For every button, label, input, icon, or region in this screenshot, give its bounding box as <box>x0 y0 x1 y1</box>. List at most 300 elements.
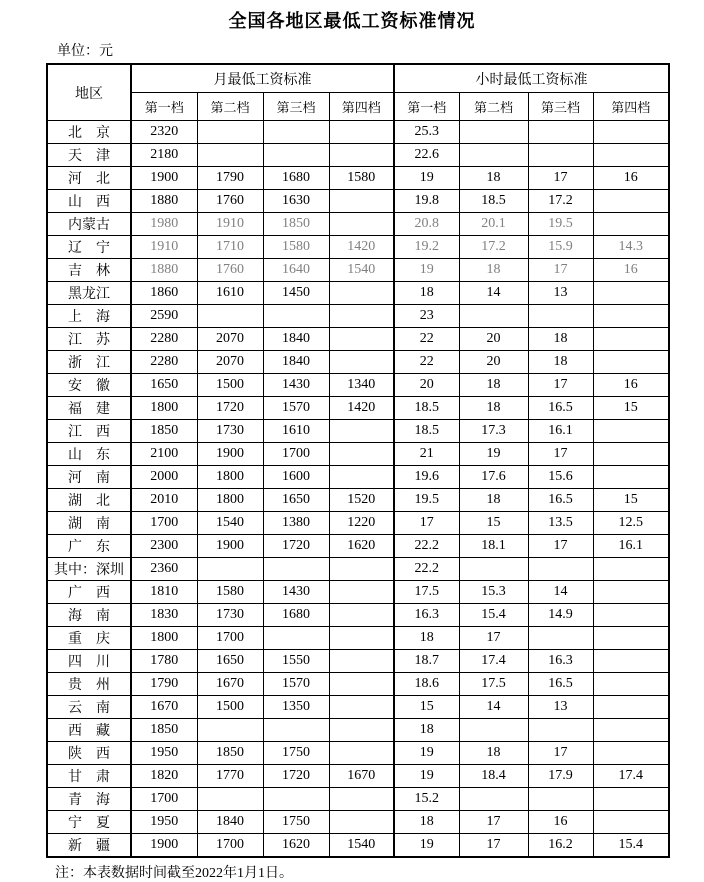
wage-cell <box>459 144 528 167</box>
wage-cell: 1790 <box>131 673 197 696</box>
wage-cell: 1860 <box>131 282 197 305</box>
table-row <box>47 627 669 650</box>
table-row <box>47 650 669 673</box>
hourly-tier2-header: 第二档 <box>459 93 528 121</box>
wage-cell: 1670 <box>131 696 197 719</box>
wage-cell <box>593 466 669 489</box>
wage-cell: 1580 <box>329 167 394 190</box>
wage-cell: 1900 <box>197 535 263 558</box>
wage-cell <box>528 558 593 581</box>
wage-cell <box>593 420 669 443</box>
page-title: 全国各地区最低工资标准情况 <box>228 11 476 31</box>
wage-cell: 19 <box>459 443 528 466</box>
wage-cell: 15.3 <box>459 581 528 604</box>
wage-cell <box>197 558 263 581</box>
wage-cell <box>329 443 394 466</box>
table-row <box>47 765 669 788</box>
wage-cell: 1760 <box>197 190 263 213</box>
wage-cell: 1570 <box>263 673 329 696</box>
table-row <box>47 834 669 858</box>
table-row <box>47 811 669 834</box>
wage-cell <box>329 650 394 673</box>
wage-cell: 16.1 <box>593 535 669 558</box>
wage-cell: 19 <box>394 765 459 788</box>
wage-cell: 21 <box>394 443 459 466</box>
wage-cell: 1800 <box>131 397 197 420</box>
wage-cell <box>593 282 669 305</box>
wage-cell: 18.5 <box>459 190 528 213</box>
wage-cell <box>593 558 669 581</box>
wage-cell: 1540 <box>329 259 394 282</box>
table-row <box>47 282 669 305</box>
table-row <box>47 604 669 627</box>
table-row <box>47 236 669 259</box>
wage-cell <box>528 144 593 167</box>
wage-cell: 17 <box>528 535 593 558</box>
region-cell: 天 津 <box>47 144 131 167</box>
wage-cell: 1700 <box>263 443 329 466</box>
wage-cell <box>329 558 394 581</box>
wage-cell: 19.5 <box>528 213 593 236</box>
wage-cell <box>593 581 669 604</box>
table-row <box>47 121 669 144</box>
wage-cell <box>263 719 329 742</box>
table-row <box>47 558 669 581</box>
wage-cell: 1720 <box>197 397 263 420</box>
wage-cell: 1840 <box>263 351 329 374</box>
wage-cell: 1700 <box>131 512 197 535</box>
wage-cell: 12.5 <box>593 512 669 535</box>
table-row <box>47 742 669 765</box>
wage-cell: 1850 <box>131 719 197 742</box>
wage-cell <box>329 811 394 834</box>
wage-cell: 1730 <box>197 604 263 627</box>
monthly-tier2-header: 第二档 <box>197 93 263 121</box>
wage-cell: 20 <box>394 374 459 397</box>
wage-cell: 1430 <box>263 374 329 397</box>
wage-cell: 2000 <box>131 466 197 489</box>
wage-cell: 14.9 <box>528 604 593 627</box>
wage-cell <box>528 719 593 742</box>
wage-cell <box>197 121 263 144</box>
region-cell: 山 东 <box>47 443 131 466</box>
wage-cell <box>593 144 669 167</box>
region-cell: 辽 宁 <box>47 236 131 259</box>
region-cell: 安 徽 <box>47 374 131 397</box>
wage-cell <box>263 558 329 581</box>
wage-cell: 2280 <box>131 328 197 351</box>
wage-cell: 17 <box>528 259 593 282</box>
wage-cell: 1800 <box>197 466 263 489</box>
wage-cell: 1910 <box>197 213 263 236</box>
wage-cell <box>329 627 394 650</box>
wage-cell <box>593 305 669 328</box>
wage-cell <box>593 627 669 650</box>
wage-cell: 1640 <box>263 259 329 282</box>
wage-cell: 2280 <box>131 351 197 374</box>
table-row <box>47 512 669 535</box>
wage-cell <box>263 627 329 650</box>
wage-cell: 16 <box>593 167 669 190</box>
wage-cell: 1700 <box>131 788 197 811</box>
wage-cell: 16.2 <box>528 834 593 858</box>
wage-cell: 18 <box>459 742 528 765</box>
wage-cell <box>528 121 593 144</box>
wage-cell <box>329 696 394 719</box>
table-row <box>47 259 669 282</box>
region-cell: 内蒙古 <box>47 213 131 236</box>
tier-header-row <box>47 93 669 121</box>
region-cell: 吉 林 <box>47 259 131 282</box>
wage-cell: 1340 <box>329 374 394 397</box>
wage-cell: 18.5 <box>394 397 459 420</box>
wage-cell: 1880 <box>131 190 197 213</box>
wage-cell: 2360 <box>131 558 197 581</box>
hourly-group-header: 小时最低工资标准 <box>394 64 669 93</box>
region-column-header: 地区 <box>47 64 131 121</box>
table-row <box>47 213 669 236</box>
wage-cell: 18.6 <box>394 673 459 696</box>
wage-cell: 1620 <box>263 834 329 858</box>
wage-cell: 16.1 <box>528 420 593 443</box>
wage-cell: 1670 <box>329 765 394 788</box>
wage-cell: 17.9 <box>528 765 593 788</box>
region-cell: 广 东 <box>47 535 131 558</box>
wage-cell: 15.6 <box>528 466 593 489</box>
wage-cell: 18.7 <box>394 650 459 673</box>
region-cell: 湖 南 <box>47 512 131 535</box>
wage-cell <box>329 351 394 374</box>
hourly-tier3-header: 第三档 <box>528 93 593 121</box>
table-row <box>47 420 669 443</box>
table-body <box>47 121 669 858</box>
wage-cell: 17 <box>459 811 528 834</box>
wage-cell: 16 <box>528 811 593 834</box>
wage-cell: 15 <box>394 696 459 719</box>
wage-cell: 14 <box>528 581 593 604</box>
wage-cell: 22.2 <box>394 558 459 581</box>
wage-cell: 1800 <box>131 627 197 650</box>
wage-cell: 1980 <box>131 213 197 236</box>
wage-cell: 15 <box>593 397 669 420</box>
table-row <box>47 305 669 328</box>
region-cell: 甘 肃 <box>47 765 131 788</box>
wage-cell: 1850 <box>197 742 263 765</box>
wage-cell: 14.3 <box>593 236 669 259</box>
table-row <box>47 328 669 351</box>
table-row <box>47 489 669 512</box>
wage-cell: 1760 <box>197 259 263 282</box>
wage-cell: 15.2 <box>394 788 459 811</box>
wage-cell: 1720 <box>263 765 329 788</box>
wage-cell <box>459 788 528 811</box>
table-row <box>47 374 669 397</box>
wage-cell <box>263 144 329 167</box>
wage-cell <box>593 788 669 811</box>
wage-cell <box>329 673 394 696</box>
table-row <box>47 190 669 213</box>
wage-cell: 1380 <box>263 512 329 535</box>
wage-cell: 17.4 <box>459 650 528 673</box>
wage-cell: 17 <box>528 742 593 765</box>
wage-cell <box>329 190 394 213</box>
table-row <box>47 788 669 811</box>
wage-cell <box>593 351 669 374</box>
wage-cell: 1750 <box>263 742 329 765</box>
wage-cell: 1900 <box>131 834 197 858</box>
wage-cell: 1730 <box>197 420 263 443</box>
wage-cell: 14 <box>459 696 528 719</box>
wage-cell <box>593 696 669 719</box>
wage-cell: 13.5 <box>528 512 593 535</box>
wage-cell: 19.2 <box>394 236 459 259</box>
wage-cell: 17 <box>528 374 593 397</box>
wage-cell: 17 <box>459 627 528 650</box>
monthly-tier4-header: 第四档 <box>329 93 394 121</box>
wage-cell: 14 <box>459 282 528 305</box>
wage-cell: 20.1 <box>459 213 528 236</box>
wage-cell: 25.3 <box>394 121 459 144</box>
minimum-wage-table <box>46 63 670 858</box>
wage-cell: 20 <box>459 351 528 374</box>
table-row <box>47 581 669 604</box>
region-cell: 四 川 <box>47 650 131 673</box>
wage-cell: 1450 <box>263 282 329 305</box>
wage-cell: 15 <box>459 512 528 535</box>
region-cell: 陕 西 <box>47 742 131 765</box>
region-cell: 河 北 <box>47 167 131 190</box>
wage-cell: 23 <box>394 305 459 328</box>
table-row <box>47 167 669 190</box>
wage-cell: 15.4 <box>459 604 528 627</box>
wage-cell: 1540 <box>329 834 394 858</box>
wage-cell: 1500 <box>197 696 263 719</box>
wage-cell: 16.5 <box>528 673 593 696</box>
wage-cell: 1840 <box>263 328 329 351</box>
region-cell: 上 海 <box>47 305 131 328</box>
wage-cell <box>197 144 263 167</box>
wage-cell <box>593 673 669 696</box>
wage-cell: 22.6 <box>394 144 459 167</box>
region-cell: 西 藏 <box>47 719 131 742</box>
wage-cell: 18 <box>394 719 459 742</box>
wage-cell: 17.3 <box>459 420 528 443</box>
wage-cell: 17 <box>394 512 459 535</box>
wage-cell <box>329 328 394 351</box>
wage-cell <box>329 282 394 305</box>
wage-cell: 1620 <box>329 535 394 558</box>
region-cell: 广 西 <box>47 581 131 604</box>
wage-cell: 17 <box>459 834 528 858</box>
table-row <box>47 673 669 696</box>
wage-cell <box>459 558 528 581</box>
wage-cell: 1810 <box>131 581 197 604</box>
wage-cell: 2320 <box>131 121 197 144</box>
wage-cell: 1670 <box>197 673 263 696</box>
wage-cell: 16.5 <box>528 489 593 512</box>
wage-cell <box>593 650 669 673</box>
monthly-group-header: 月最低工资标准 <box>131 64 394 93</box>
wage-cell: 1610 <box>263 420 329 443</box>
wage-cell: 15.9 <box>528 236 593 259</box>
wage-cell <box>329 742 394 765</box>
monthly-tier1-header: 第一档 <box>131 93 197 121</box>
wage-cell: 1680 <box>263 167 329 190</box>
footnote: 注：本表数据时间截至2022年1月1日。 <box>55 866 293 881</box>
wage-cell <box>197 305 263 328</box>
wage-cell: 1780 <box>131 650 197 673</box>
wage-cell: 17.2 <box>528 190 593 213</box>
wage-cell: 18 <box>394 282 459 305</box>
region-cell: 海 南 <box>47 604 131 627</box>
wage-cell: 17 <box>528 443 593 466</box>
wage-cell: 16.5 <box>528 397 593 420</box>
wage-cell: 17.5 <box>459 673 528 696</box>
wage-cell: 18 <box>394 627 459 650</box>
wage-cell: 1820 <box>131 765 197 788</box>
wage-cell: 22 <box>394 328 459 351</box>
wage-cell: 1710 <box>197 236 263 259</box>
wage-cell: 20.8 <box>394 213 459 236</box>
wage-cell: 16 <box>593 374 669 397</box>
wage-cell: 17.6 <box>459 466 528 489</box>
wage-cell: 2100 <box>131 443 197 466</box>
wage-cell: 1950 <box>131 742 197 765</box>
wage-cell: 1880 <box>131 259 197 282</box>
table-row <box>47 719 669 742</box>
wage-cell <box>528 788 593 811</box>
wage-cell <box>329 305 394 328</box>
wage-cell: 18.4 <box>459 765 528 788</box>
wage-cell <box>329 788 394 811</box>
wage-cell: 2070 <box>197 328 263 351</box>
wage-cell: 1830 <box>131 604 197 627</box>
wage-cell: 18 <box>459 397 528 420</box>
wage-cell: 1840 <box>197 811 263 834</box>
wage-cell: 1350 <box>263 696 329 719</box>
wage-cell: 15 <box>593 489 669 512</box>
wage-cell: 1770 <box>197 765 263 788</box>
wage-cell: 2070 <box>197 351 263 374</box>
wage-cell: 1600 <box>263 466 329 489</box>
wage-cell <box>593 190 669 213</box>
wage-cell <box>593 443 669 466</box>
wage-cell: 1700 <box>197 627 263 650</box>
wage-cell: 15.4 <box>593 834 669 858</box>
wage-cell: 1580 <box>263 236 329 259</box>
wage-cell: 2010 <box>131 489 197 512</box>
wage-cell <box>329 581 394 604</box>
wage-cell <box>263 305 329 328</box>
wage-cell: 18.5 <box>394 420 459 443</box>
wage-cell: 18 <box>394 811 459 834</box>
table-row <box>47 466 669 489</box>
wage-cell: 1910 <box>131 236 197 259</box>
wage-cell: 1570 <box>263 397 329 420</box>
wage-cell: 1650 <box>131 374 197 397</box>
wage-cell <box>197 788 263 811</box>
wage-cell: 1220 <box>329 512 394 535</box>
wage-cell: 16.3 <box>528 650 593 673</box>
wage-cell: 1430 <box>263 581 329 604</box>
wage-cell: 18.1 <box>459 535 528 558</box>
wage-cell <box>263 121 329 144</box>
wage-cell: 1500 <box>197 374 263 397</box>
wage-cell <box>593 121 669 144</box>
wage-cell <box>459 305 528 328</box>
wage-cell <box>459 719 528 742</box>
wage-cell: 18 <box>459 489 528 512</box>
group-header-row <box>47 64 669 93</box>
wage-cell: 19 <box>394 259 459 282</box>
wage-cell: 18 <box>459 167 528 190</box>
wage-cell <box>593 328 669 351</box>
wage-cell <box>329 420 394 443</box>
region-cell: 北 京 <box>47 121 131 144</box>
wage-cell <box>329 604 394 627</box>
wage-cell: 1540 <box>197 512 263 535</box>
wage-cell: 1550 <box>263 650 329 673</box>
wage-cell <box>459 121 528 144</box>
region-cell: 湖 北 <box>47 489 131 512</box>
wage-cell: 1900 <box>131 167 197 190</box>
wage-cell <box>263 788 329 811</box>
wage-cell: 1680 <box>263 604 329 627</box>
table-row <box>47 397 669 420</box>
wage-cell: 1700 <box>197 834 263 858</box>
unit-label: 单位：元 <box>57 44 113 59</box>
table-header <box>47 64 669 121</box>
wage-cell: 2300 <box>131 535 197 558</box>
wage-cell: 2590 <box>131 305 197 328</box>
region-cell: 浙 江 <box>47 351 131 374</box>
table-row <box>47 696 669 719</box>
wage-cell: 16.3 <box>394 604 459 627</box>
region-cell: 江 苏 <box>47 328 131 351</box>
region-cell: 黑龙江 <box>47 282 131 305</box>
region-cell: 新 疆 <box>47 834 131 858</box>
wage-cell: 18 <box>459 374 528 397</box>
wage-cell: 1850 <box>263 213 329 236</box>
hourly-tier4-header: 第四档 <box>593 93 669 121</box>
monthly-tier3-header: 第三档 <box>263 93 329 121</box>
region-cell: 其中：深圳 <box>47 558 131 581</box>
wage-cell <box>329 144 394 167</box>
wage-cell <box>593 604 669 627</box>
wage-cell: 1850 <box>131 420 197 443</box>
wage-cell: 1950 <box>131 811 197 834</box>
wage-cell: 17.4 <box>593 765 669 788</box>
region-cell: 贵 州 <box>47 673 131 696</box>
wage-cell: 1520 <box>329 489 394 512</box>
table-row <box>47 351 669 374</box>
wage-cell <box>528 305 593 328</box>
wage-cell: 1630 <box>263 190 329 213</box>
wage-cell: 18 <box>528 351 593 374</box>
wage-cell <box>197 719 263 742</box>
wage-cell <box>329 719 394 742</box>
wage-cell <box>528 627 593 650</box>
wage-cell: 17.2 <box>459 236 528 259</box>
wage-cell: 1800 <box>197 489 263 512</box>
wage-cell: 20 <box>459 328 528 351</box>
wage-cell: 19 <box>394 834 459 858</box>
wage-cell: 13 <box>528 696 593 719</box>
wage-cell <box>593 213 669 236</box>
region-cell: 重 庆 <box>47 627 131 650</box>
wage-cell: 1750 <box>263 811 329 834</box>
wage-cell: 22 <box>394 351 459 374</box>
